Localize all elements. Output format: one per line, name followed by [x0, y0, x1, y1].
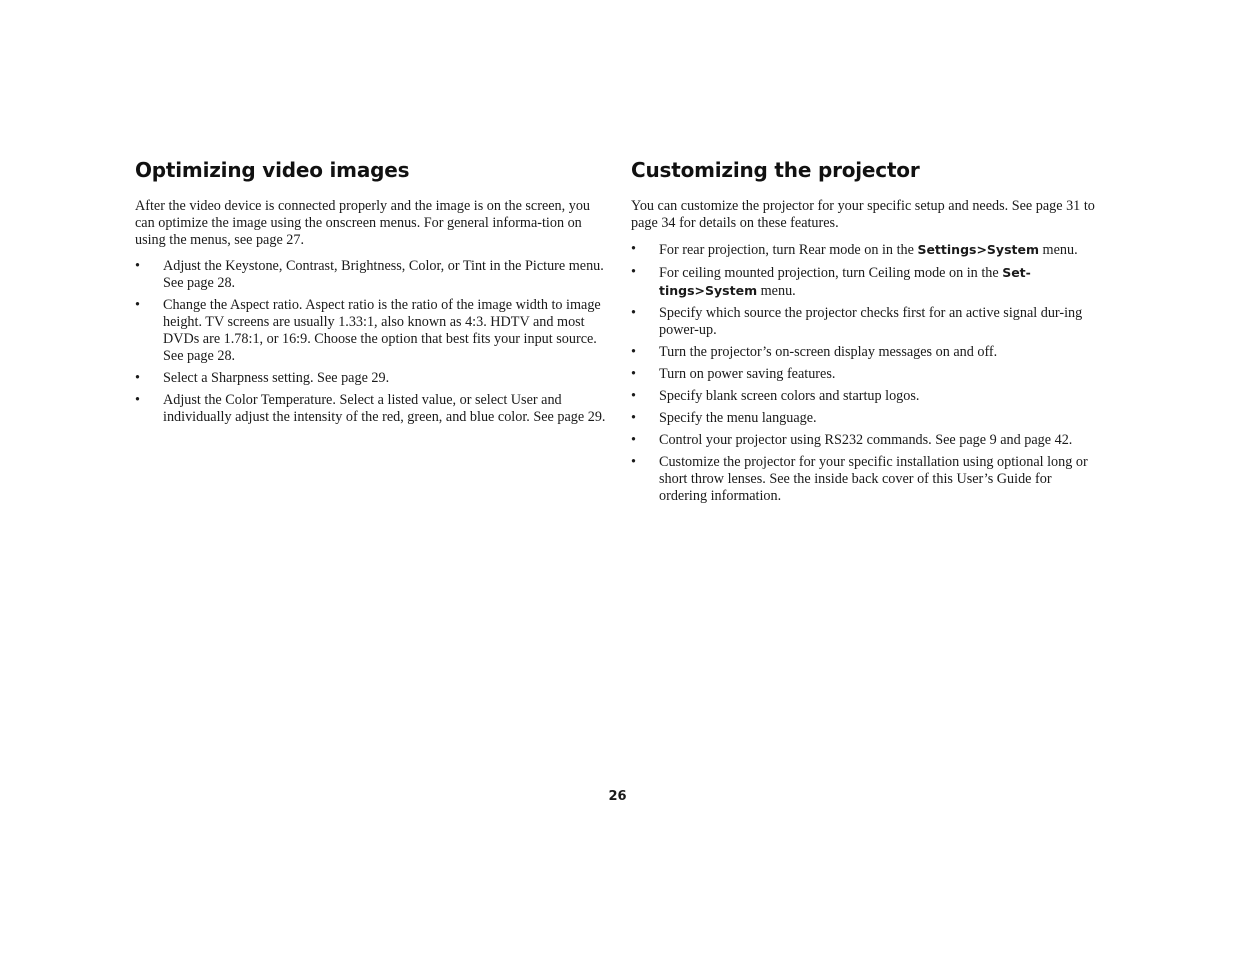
list-item-text: Specify which source the projector checks first for an active signal dur-ing power-up. — [659, 305, 1083, 338]
page-number: 26 — [608, 789, 627, 804]
list-item — [631, 305, 1103, 339]
list-item — [135, 297, 607, 365]
menu-path: Settings>System — [917, 242, 1039, 257]
list-item — [631, 432, 1103, 449]
section-optimizing-video-images — [135, 156, 607, 431]
bullet-list — [631, 241, 1103, 505]
list-item-text: For rear projection, turn Rear mode on in the — [659, 242, 918, 258]
list-item — [631, 366, 1103, 383]
list-item-text: Adjust the Color Temperature. Select a listed value, or select User and individually adjust the intensity of the red, green, and blue color. See page 29. — [163, 392, 606, 425]
list-item — [631, 241, 1103, 259]
list-item — [631, 410, 1103, 427]
list-item-text: For ceiling mounted projection, turn Ceiling mode on in the — [659, 265, 1003, 281]
section-customizing-the-projector — [631, 156, 1103, 510]
list-item-text: Turn the projector’s on-screen display messages on and off. — [659, 344, 998, 360]
list-item — [135, 258, 607, 292]
bullet-glyph: • — [631, 454, 636, 470]
section-intro: After the video device is connected properly and the image is on the screen, you can optimize the image using the onscreen menus. For general informa-tion on using the menus, see page 27. — [135, 198, 591, 248]
list-item-text: Customize the projector for your specific installation using optional long or short throw lenses. See the inside back cover of this User’s Guide for ordering information. — [659, 454, 1088, 504]
list-item-text: Specify blank screen colors and startup logos. — [659, 388, 920, 404]
list-item-text: menu. — [757, 283, 796, 299]
bullet-glyph: • — [631, 344, 636, 360]
list-item-text: Turn on power saving features. — [659, 366, 836, 382]
list-item — [631, 388, 1103, 405]
bullet-glyph: • — [135, 258, 140, 274]
list-item-text: Control your projector using RS232 commands. See page 9 and page 42. — [659, 432, 1073, 448]
bullet-glyph: • — [135, 392, 140, 408]
bullet-glyph: • — [631, 410, 636, 426]
bullet-glyph: • — [631, 366, 636, 382]
section-intro: You can customize the projector for your specific setup and needs. See page 31 to page 34 for details on these features. — [631, 198, 1095, 231]
section-title: Optimizing video images — [135, 158, 410, 182]
list-item — [135, 392, 607, 426]
bullet-list — [135, 258, 607, 426]
bullet-glyph: • — [631, 264, 636, 280]
list-item-text: Change the Aspect ratio. Aspect ratio is the ratio of the image width to image height. TV screens are usually 1.33:1, also known as 4:3. HDTV and most DVDs are 1.78:1, or 16:9. Choose the option that best fits your input source. See page 28. — [163, 297, 601, 364]
bullet-glyph: • — [631, 241, 636, 257]
list-item-text: Adjust the Keystone, Contrast, Brightness, Color, or Tint in the Picture menu. See page 28. — [163, 258, 604, 291]
list-item — [135, 370, 607, 387]
bullet-glyph: • — [135, 297, 140, 313]
list-item-text: Select a Sharpness setting. See page 29. — [163, 370, 390, 386]
bullet-glyph: • — [631, 305, 636, 321]
list-item — [631, 264, 1103, 300]
section-title: Customizing the projector — [631, 158, 920, 182]
menu-path: Set-tings>System — [659, 265, 1031, 298]
bullet-glyph: • — [135, 370, 140, 386]
bullet-glyph: • — [631, 388, 636, 404]
list-item-text: Specify the menu language. — [659, 410, 817, 426]
list-item-text: menu. — [1039, 242, 1078, 258]
list-item — [631, 454, 1103, 505]
bullet-glyph: • — [631, 432, 636, 448]
list-item — [631, 344, 1103, 361]
